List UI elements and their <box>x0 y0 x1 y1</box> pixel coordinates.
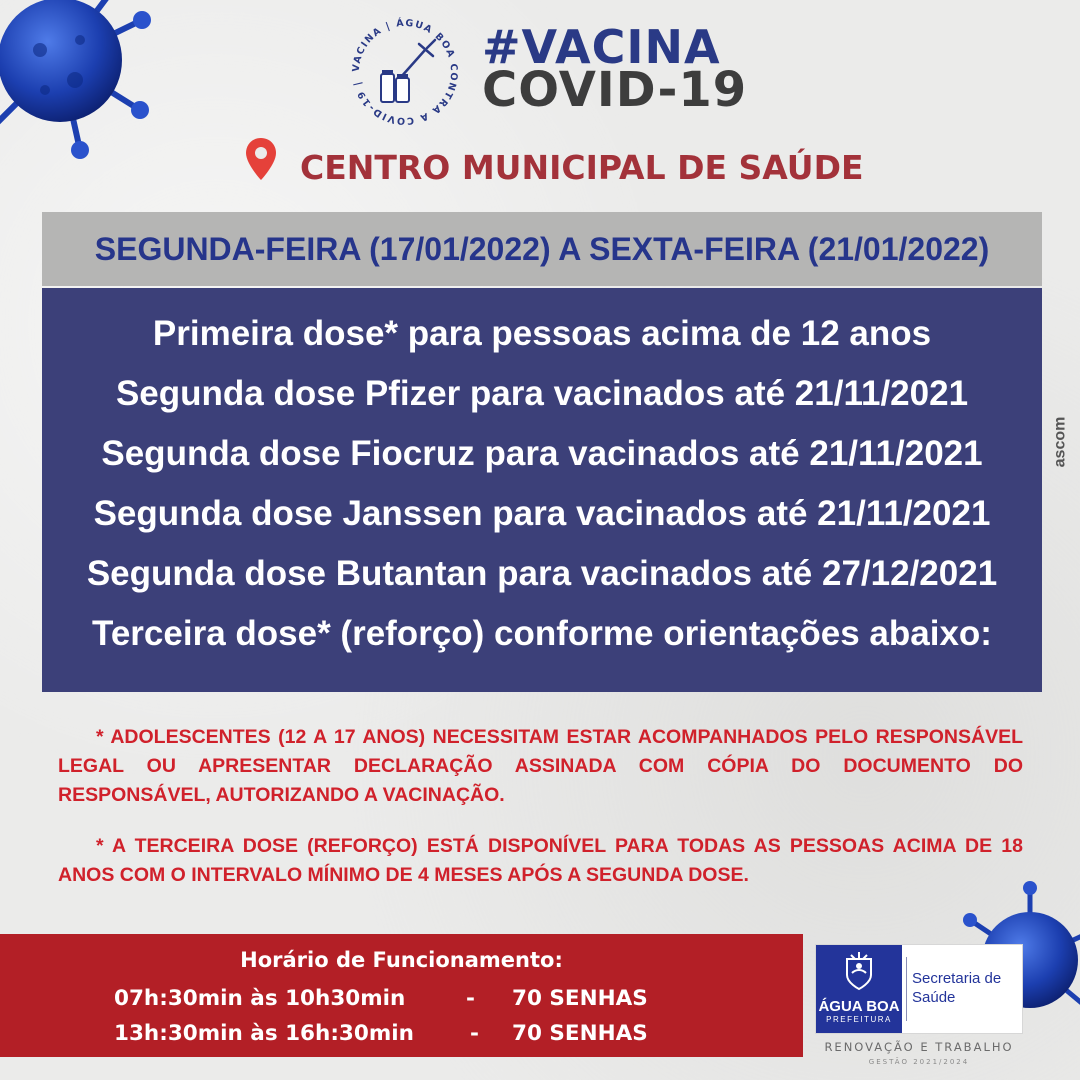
dose-line: Segunda dose Fiocruz para vacinados até 21/11/2021 <box>101 434 983 473</box>
virus-icon-top-left <box>0 0 160 160</box>
opening-hours-band <box>0 934 803 1057</box>
side-credit <box>1040 412 1080 472</box>
hours-title: Horário de Funcionamento: <box>240 948 563 972</box>
covid-subtitle: COVID-19 <box>482 62 748 118</box>
note-booster: * A TERCEIRA DOSE (REFORÇO) ESTÁ DISPONÍVEL PARA TODAS AS PESSOAS ACIMA DE 18 ANOS COM O INTERVALO MÍNIMO DE 4 MESES APÓS A SEGUNDA DOSE. <box>58 835 1023 886</box>
date-range-band <box>42 212 1042 286</box>
location-pin-icon <box>243 136 279 182</box>
side-credit-text: ascom <box>1051 416 1069 468</box>
slogan: RENOVAÇÃO E TRABALHO <box>824 1040 1014 1054</box>
prefeitura-label: PREFEITURA <box>826 1015 892 1024</box>
note-adolescents: * ADOLESCENTES (12 A 17 ANOS) NECESSITAM ESTAR ACOMPANHADOS PELO RESPONSÁVEL LEGAL OU APRESENTAR DECLARAÇÃO ASSINADA COM CÓPIA DO DOCUMENTO DO RESPONSÁVEL, AUTORIZANDO A VACINAÇÃO. <box>58 726 1023 806</box>
dose-line: Terceira dose* (reforço) conforme orientações abaixo: <box>92 614 992 653</box>
seal-text: VACINA | ÁGUA BOA CONTRA A COVID-19 | <box>350 17 460 127</box>
term-label: GESTÃO 2021/2024 <box>868 1058 970 1066</box>
dose-line: Segunda dose Butantan para vacinados até 27/12/2021 <box>86 554 998 593</box>
city-logo <box>815 944 1023 1034</box>
slot-separator: - <box>466 986 475 1011</box>
city-crest-icon <box>844 951 874 991</box>
slot-tickets: 70 SENHAS <box>512 1021 648 1046</box>
dose-list <box>42 288 1042 692</box>
slot-time: 07h:30min às 10h30min <box>114 986 406 1011</box>
dose-line: Segunda dose Pfizer para vacinados até 21/11/2021 <box>115 374 969 413</box>
date-range-text: SEGUNDA-FEIRA (17/01/2022) A SEXTA-FEIRA (21/01/2022) <box>94 230 990 267</box>
location-title: CENTRO MUNICIPAL DE SAÚDE <box>300 148 864 187</box>
hashtag-title: #VACINA <box>482 20 721 74</box>
slot-tickets: 70 SENHAS <box>512 986 648 1011</box>
dose-line: Primeira dose* para pessoas acima de 12 anos <box>152 314 932 353</box>
logo-divider <box>906 957 907 1021</box>
city-name: ÁGUA BOA <box>818 998 900 1015</box>
slot-time: 13h:30min às 16h:30min <box>114 1021 414 1046</box>
slot-separator: - <box>470 1021 479 1046</box>
city-logo-mark <box>816 945 902 1033</box>
dose-line: Segunda dose Janssen para vacinados até 21/11/2021 <box>93 494 991 533</box>
department-name: Secretaria de Saúde <box>912 970 1002 1006</box>
vaccine-seal-icon <box>345 12 465 132</box>
